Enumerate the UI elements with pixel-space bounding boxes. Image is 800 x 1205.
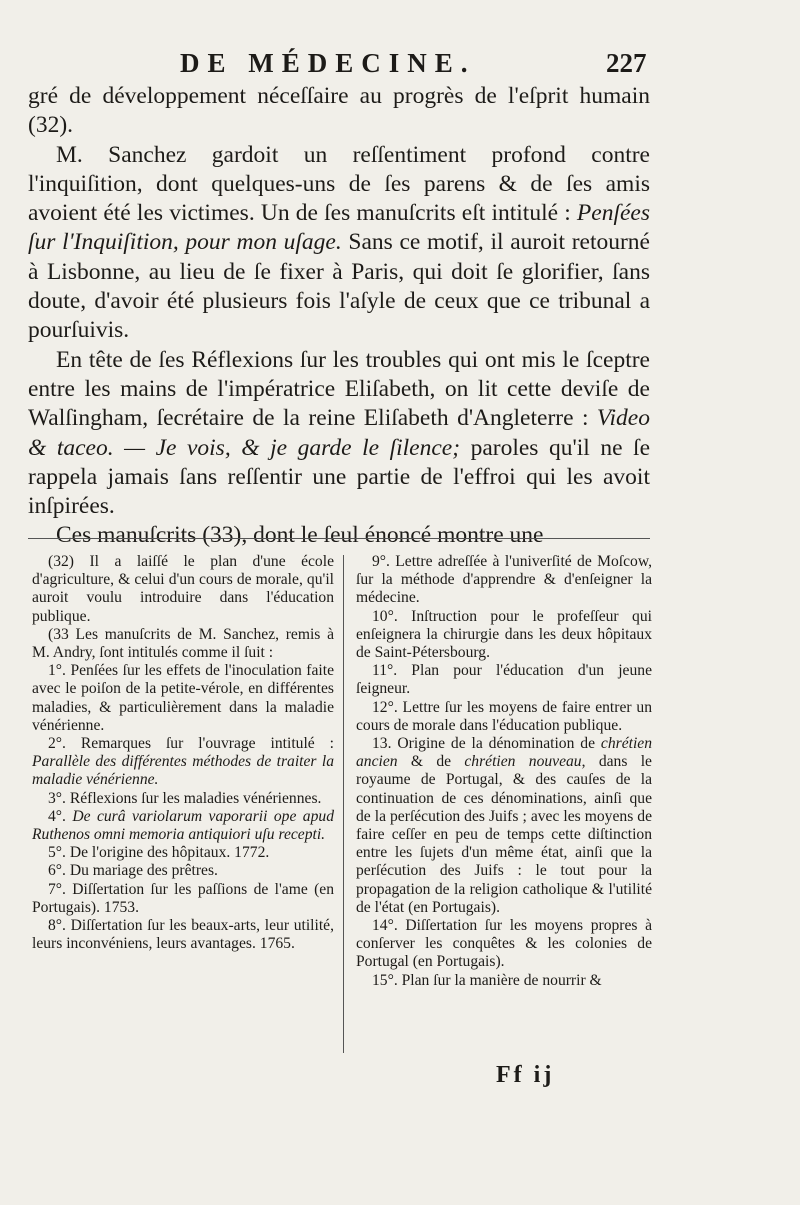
paragraph-3-text-c: paroles qu'il ne ſe rappela jamais ſans reſſentir une partie de l'effroi qui les avoit inſpirées. (28, 434, 650, 520)
list-item-2-title: Parallèle des différentes méthodes de traiter la maladie vénérienne. (32, 753, 334, 789)
list-item-13 (356, 735, 652, 917)
list-item-9: 9°. Lettre adreſſée à l'univerſité de Moſcow, ſur la méthode d'apprendre & d'enſeigner la médecine. (356, 553, 652, 607)
list-item-4-number: 4°. (48, 807, 73, 825)
footnotes-left-column (32, 553, 334, 953)
main-text (28, 82, 650, 551)
signature-mark: Ff ij (496, 1062, 555, 1088)
paragraph-3 (28, 346, 650, 522)
footnote-33: (33 Les manuſcrits de M. Sanchez, remis à M. Andry, ſont intitulés comme il ſuit : (32, 625, 334, 662)
list-item-8: 8°. Diſſertation ſur les beaux-arts, leur utilité, leurs inconvéniens, leurs avantages. 1765. (32, 917, 334, 953)
list-item-4-title: De curâ variolarum vaporarii ope apud Ruthenos omni memoria antiquiori uſu recepti. (32, 807, 334, 844)
paragraph-2-text-c: Sans ce motif, il auroit retourné à Lisbonne, au lieu de ſe fixer à Paris, qui doit ſe glorifier, ſans doute, d'avoir été plusieurs fois l'aſyle de ceux que ce tribunal a pourſuivis. (28, 229, 650, 344)
list-item-3: 3°. Réflexions ſur les maladies vénériennes. (48, 789, 322, 807)
paragraph-4: Ces manuſcrits (33), dont le ſeul énoncé montre une (56, 522, 544, 549)
list-item-6: 6°. Du mariage des prêtres. (48, 862, 218, 880)
list-item-14: 14°. Diſſertation ſur les moyens propres à conſerver les conquêtes & les colonies de Portugal (en Portugais). (356, 917, 652, 971)
footnote-rule (28, 538, 650, 539)
footnote-32: (32) Il a laiſſé le plan d'une école d'agriculture, & celui d'un cours de morale, qu'il auroit voulu introduire dans l'éducation publique. (32, 553, 334, 625)
list-item-4 (32, 808, 334, 844)
list-item-13-term-1: chrétien ancien (356, 735, 652, 771)
paragraph-2-text-a: M. Sanchez gardoit un reſſentiment profond contre l'inquiſition, dont quelques-uns de ſes parens & de ſes amis avoient été les victimes. Un de ſes manuſcrits eſt intitulé : (28, 141, 650, 227)
list-item-13-text-e: , dans le royaume de Portugal, & des cauſes de la continuation de ces dénominations, ainſi que de la perſécution des Juifs ; avec les moyens de faire ceſſer en peu de temps cette diſtinction entre les ſujets d'un même état, ainſi que la perſécution des Juifs : le tout pour la propagation de la religion catholique & l'utilité de l'état (en Portugais). (356, 753, 652, 916)
page-number: 227 (606, 48, 647, 78)
list-item-13-term-2: chrétien nouveau (464, 753, 582, 771)
manuscript-title: Penſées ſur l'Inquiſition, pour mon uſage. (28, 200, 650, 256)
list-item-2-text: 2°. Remarques ſur l'ouvrage intitulé : (48, 735, 334, 753)
paragraph-1: gré de développement néceſſaire au progrès de l'eſprit humain (32). (28, 83, 650, 139)
list-item-13-text-a: 13. Origine de la dénomination de (372, 735, 601, 753)
list-item-15: 15°. Plan ſur la manière de nourrir & (372, 971, 602, 989)
column-divider (343, 555, 344, 1053)
footnotes-right-column (356, 553, 652, 990)
list-item-11: 11°. Plan pour l'éducation d'un jeune ſeigneur. (356, 662, 652, 698)
paragraph-3-text-a: En tête de ſes Réflexions ſur les troubles qui ont mis le ſceptre entre les mains de l'impératrice Eliſabeth, on lit cette deviſe de Walſingham, ſecrétaire de la reine Eliſabeth d'Angleterre : (28, 346, 650, 432)
list-item-12: 12°. Lettre ſur les moyens de faire entrer un cours de morale dans l'éducation publique. (356, 698, 652, 734)
list-item-13-text-c: & de (397, 753, 465, 771)
motto: Video & taceo. — Je vois, & je garde le ſilence; (28, 405, 650, 461)
list-item-10: 10°. Inſtruction pour le profeſſeur qui enſeignera la chirurgie dans les deux hôpitaux de Saint-Pétersbourg. (356, 607, 652, 662)
list-item-2 (32, 735, 334, 790)
list-item-1: 1°. Penſées ſur les effets de l'inoculation faite avec le poiſon de la petite-vérole, en différentes maladies, & particulièrement dans la maladie vénérienne. (32, 662, 334, 734)
list-item-7: 7°. Diſſertation ſur les paſſions de l'ame (en Portugais). 1753. (32, 880, 334, 916)
list-item-5: 5°. De l'origine des hôpitaux. 1772. (48, 844, 270, 862)
paragraph-2 (28, 141, 650, 346)
running-head-title: DE MÉDECINE. (180, 48, 476, 78)
